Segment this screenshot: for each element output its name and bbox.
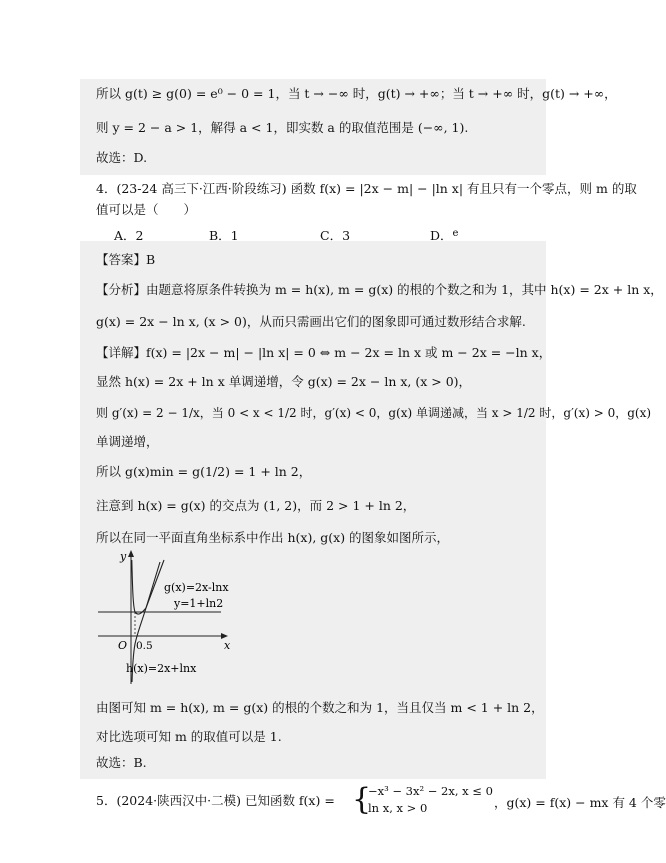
analysis-line: 【分析】由题意将原条件转换为 m = h(x), m = g(x) 的根的个数之和为 1，其中 h(x) = 2x + ln x，: [96, 282, 663, 297]
question-4-stem: 4．(23-24 高三下·江西·阶段练习) 函数 f(x) = |2x − m| − |ln x| 有且只有一个零点，则 m 的取: [96, 181, 637, 196]
line-label: y=1+ln2: [174, 597, 224, 610]
text-line: 则 y = 2 − a > 1，解得 a < 1，即实数 a 的取值范围是 (−∞, 1).: [96, 120, 469, 135]
conclusion-line: 由图可知 m = h(x), m = g(x) 的根的个数之和为 1，当且仅当 m < 1 + ln 2，: [96, 700, 544, 715]
detail-line: 所以在同一平面直角坐标系中作出 h(x), g(x) 的图象如图所示，: [96, 530, 450, 545]
detail-line: 所以 g(x)min = g(1/2) = 1 + ln 2，: [96, 464, 312, 479]
conclusion-line: 故选：B.: [96, 755, 147, 770]
analysis-line: g(x) = 2x − ln x, (x > 0)，从而只需画出它们的图象即可通过数形结合求解.: [96, 314, 526, 329]
text-line: 故选：D.: [96, 150, 148, 165]
text-line: 所以 g(t) ≥ g(0) = e⁰ − 0 = 1，当 t → −∞ 时，g(t) → +∞；当 t → +∞ 时，g(t) → +∞，: [96, 86, 617, 101]
detail-line: 显然 h(x) = 2x + ln x 单调递增，令 g(x) = 2x − ln x, (x > 0)，: [96, 374, 472, 389]
g-curve: [132, 560, 164, 614]
option-a: A．2: [114, 228, 144, 243]
piecewise-case-2: ln x, x > 0: [368, 801, 428, 815]
question-4-stem-cont: 值可以是（ ）: [96, 202, 197, 217]
option-b: B．1: [209, 228, 239, 243]
detail-line: 注意到 h(x) = g(x) 的交点为 (1, 2)，而 2 > 1 + ln 2，: [96, 498, 416, 513]
answer-line: 【答案】B: [96, 252, 156, 267]
y-axis-label: y: [120, 550, 127, 563]
option-d-value: e: [452, 228, 459, 239]
x-axis-label: x: [224, 639, 231, 652]
detail-line: 【详解】f(x) = |2x − m| − |ln x| = 0 ⇔ m − 2x = ln x 或 m − 2x = −ln x，: [96, 345, 552, 360]
detail-line: 单调递增，: [96, 434, 159, 449]
piecewise-case-1: −x³ − 3x² − 2x, x ≤ 0: [368, 784, 493, 798]
tick-label: 0.5: [136, 640, 153, 652]
y-axis-arrow: [128, 550, 134, 557]
conclusion-line: 对比选项可知 m 的取值可以是 1.: [96, 729, 282, 744]
option-d-label: D．: [430, 228, 453, 243]
detail-line: 则 g′(x) = 2 − 1/x，当 0 < x < 1/2 时，g′(x) < 0，g(x) 单调递减，当 x > 1/2 时，g′(x) > 0，g(x): [96, 406, 652, 420]
origin-label: O: [118, 639, 128, 652]
h-curve-label: h(x)=2x+lnx: [126, 662, 197, 675]
piecewise-brace: {: [352, 782, 372, 817]
g-curve-label: g(x)=2x-lnx: [164, 581, 229, 594]
option-d: [430, 226, 458, 244]
option-c: C．3: [320, 228, 351, 243]
question-5-stem-cont: ，g(x) = f(x) − mx 有 4 个零: [494, 795, 666, 810]
question-5-stem: 5．(2024·陕西汉中·二模) 已知函数 f(x) =: [96, 793, 335, 808]
function-graph: [96, 548, 246, 688]
